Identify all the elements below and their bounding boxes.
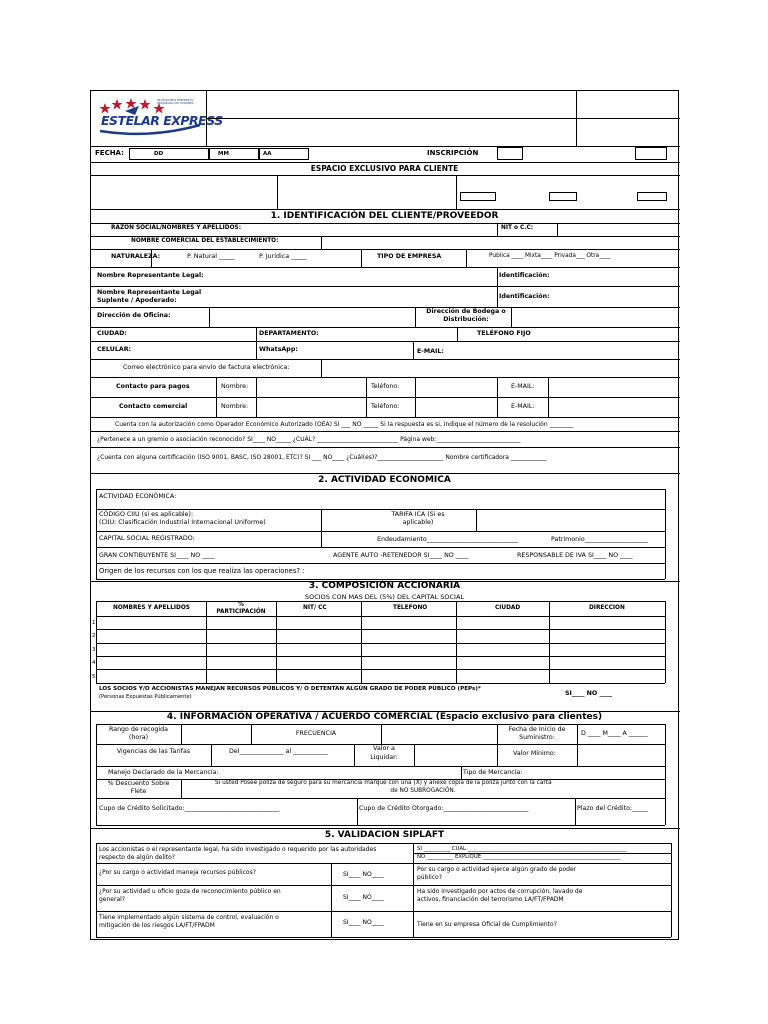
patrimonio-field[interactable]: Patrimonio____________________ xyxy=(551,536,648,543)
contacto-comercial-email-label: E-MAIL: xyxy=(511,403,535,410)
actividad-economica-label: ACTIVIDAD ECONÓMICA: xyxy=(99,493,177,500)
manejo-mercancia-label: Manejo Declarado de la Mercancía: xyxy=(108,769,219,776)
section-2-title: 2. ACTIVIDAD ECONOMICA xyxy=(318,475,451,485)
tipo-mercancia-label: Tipo de Mercancía: xyxy=(463,769,523,776)
telefono-fijo-label: TELÉFONO FIJO xyxy=(477,330,531,337)
contacto-pagos-email-label: E-MAIL: xyxy=(511,383,535,390)
socios-subtitle: SOCIOS CON MAS DEL (5%) DEL CAPITAL SOCIAL xyxy=(304,593,465,601)
company-logo xyxy=(95,95,223,143)
col-nombres: NOMBRES Y APELLIDOS xyxy=(113,605,190,611)
vigencias-del-al[interactable]: Del______________ al ___________ xyxy=(229,748,328,755)
logo-tagline: DE NOSOTROS DEPENDE EL DESARROLLO DE COLOMBIA xyxy=(157,99,194,106)
frecuencia-label: FRECUENCIA xyxy=(295,730,337,737)
razon-social-label: RAZÓN SOCIAL/NOMBRES Y APELLIDOS: xyxy=(111,225,242,231)
certificacion-question: ¿Cuenta con alguna certificación (ISO 9001, BASC, ISO 28001, ETC)? SI ___ NO____ ¿Cuál(es)?______________________ Nombre certificadora ____________ xyxy=(97,454,547,461)
inscripcion-label: INSCRIPCIÓN xyxy=(427,149,479,157)
ciiu-label-1: CÓDIGO CIIU (si es aplicable): xyxy=(99,511,194,518)
aa-label: AA xyxy=(263,151,272,157)
tipo-empresa-options[interactable]: Publica ____ Mixta____ Privada___ Otra____ xyxy=(489,253,611,259)
row-number-3: 3 xyxy=(92,647,96,653)
row-number-5: 5 xyxy=(92,674,96,680)
inscripcion-checkbox[interactable] xyxy=(497,147,523,160)
peps-question: LOS SOCIOS Y/O ACCIONISTAS MANEJAN RECURSOS PÚBLICOS Y/ O DETENTAN ALGÚN GRADO DE PODER PÚBLICO (PEPs)* xyxy=(99,686,481,692)
fecha-inicio-label-2: Suministro: xyxy=(519,734,555,741)
contacto-pagos-label: Contacto para pagos xyxy=(116,383,190,390)
q2-si-no[interactable]: SI____ NO____ xyxy=(343,871,384,878)
nombre-comercial-label: NOMBRE COMERCIAL DEL ESTABLECIMIENTO: xyxy=(131,238,279,244)
fecha-label: FECHA: xyxy=(95,149,124,157)
valor-liquidar-label-2: Liquidar: xyxy=(370,754,398,761)
ciiu-label-2: (CIIU: Clasificación Industrial Internacional Uniforme) xyxy=(99,519,266,526)
contacto-pagos-telefono-label: Teléfono: xyxy=(371,383,400,390)
q3-text-2: público? xyxy=(417,874,442,881)
departamento-label: DEPARTAMENTO: xyxy=(259,330,319,337)
q6-text-1: Tiene implementado algún sistema de control, evaluación o xyxy=(99,914,279,921)
peps-note: (Personas Expuestas Públicamente) xyxy=(99,694,192,700)
col-percent: % xyxy=(238,602,244,608)
q5-text-2: activos, financiación del terrorismo LA/FT/FPADM xyxy=(417,896,564,903)
tarifa-ica-label-1: TARIFA ICA (Si es xyxy=(391,511,445,518)
q5-text-1: Ha sido investigado por actos de corrupción, lavado de xyxy=(417,888,583,895)
agente-retenedor-field[interactable]: AGENTE AUTO -RETENEDOR SI____ NO ____ xyxy=(333,552,469,559)
p-juridica-option[interactable]: P. Jurídica _____ xyxy=(259,253,307,260)
rep-suplente-label-2: Suplente / Apoderado: xyxy=(97,297,177,304)
cliente-box-1[interactable] xyxy=(460,192,496,201)
header-right-checkbox[interactable] xyxy=(635,147,667,160)
contacto-comercial-nombre-label: Nombre: xyxy=(221,403,249,410)
q6-text-2: mitigación de los riesgos LA/FT/FPADM xyxy=(99,922,215,929)
gremio-question: ¿Pertenece a un gremio o asociación reconocido? SI____ NO_____ ¿CUÁL? ___________________________ Página web:____________________________ xyxy=(97,436,521,443)
dd-label: DD xyxy=(154,151,164,157)
descuento-flete-label-2: Flete xyxy=(130,788,147,795)
fecha-inicio-label-1: Fecha de Inicio de xyxy=(508,726,566,733)
capital-social-label: CAPITAL SOCIAL REGISTRADO: xyxy=(99,535,195,542)
section-5-title: 5. VALIDACION SIPLAFT xyxy=(324,830,445,840)
date-dd-field[interactable] xyxy=(129,148,209,160)
espacio-cliente-header: ESPACIO EXCLUSIVO PARA CLIENTE xyxy=(310,164,459,173)
descuento-flete-label-1: % Descuento Sobre xyxy=(107,780,170,787)
email-label: E-MAIL: xyxy=(417,348,444,355)
poliza-text-1: Si usted Posee póliza de seguro para su mercancía marque con una (X) y anexe copia de la póliza junto con la carta xyxy=(215,780,552,786)
registration-form xyxy=(90,90,679,940)
col-nit-cc: NIT/ CC xyxy=(303,605,327,611)
q4-si-no[interactable]: SI____ NO____ xyxy=(343,894,384,901)
fecha-inicio-dma[interactable]: D ____ M____ A ______ xyxy=(581,730,648,737)
celular-label: CELULAR: xyxy=(97,346,132,353)
origen-recursos-label: Origen de los recursos con los que realiza las operaciones? : xyxy=(99,567,305,575)
col-participacion: PARTICIPACIÓN xyxy=(216,609,266,615)
naturaleza-label: NATURALEZA: xyxy=(111,253,161,260)
row-number-1: 1 xyxy=(92,620,96,626)
oea-question: Cuenta con la autorización como Operador Económico Autorizado (OEA) SI ___ NO _____ Si la respuesta es si, indique el número de la resolución ________ xyxy=(115,421,574,428)
contacto-comercial-label: Contacto comercial xyxy=(119,403,188,410)
col-direccion: DIRECCION xyxy=(589,605,625,611)
endeudamiento-field[interactable]: Endeudamiento_____________________________ xyxy=(377,536,519,543)
cliente-box-2[interactable] xyxy=(549,192,577,201)
mm-label: MM xyxy=(218,151,229,157)
rep-legal-label: Nombre Representante Legal: xyxy=(97,272,204,279)
section-1-title: 1. IDENTIFICACIÓN DEL CLIENTE/PROVEEDOR xyxy=(270,211,499,221)
contacto-pagos-nombre-label: Nombre: xyxy=(221,383,249,390)
q1-text-2: respecto de algún delito? xyxy=(99,854,175,861)
dir-bodega-label-2: Distribución: xyxy=(443,316,489,323)
valor-minimo-label: Valor Mínimo: xyxy=(513,750,556,757)
responsable-iva-field[interactable]: RESPONSABLE DE IVA SI____ NO ____ xyxy=(517,552,633,559)
cupo-otorgado-field[interactable]: Cupo de Crédito Otorgado:___________________________ xyxy=(359,805,529,812)
q4-text-1: ¿Por su actividad u oficio goza de reconocimiento público en xyxy=(99,888,281,895)
section-4-title: 4. INFORMACIÓN OPERATIVA / ACUERDO COMERCIAL (Espacio exclusivo para clientes) xyxy=(166,712,603,722)
poliza-text-2: de NO SUBROGACIÓN. xyxy=(390,788,456,794)
q2-text: ¿Por su cargo o actividad maneja recursos públicos? xyxy=(99,869,256,876)
tipo-empresa-label: TIPO DE EMPRESA xyxy=(377,253,442,260)
date-mm-field[interactable] xyxy=(209,148,259,160)
cupo-solicitado-field[interactable]: Cupo de Crédito Solicitado:______________________________ xyxy=(99,805,280,812)
q3-text-1: Por su cargo o actividad ejerce algún grado de poder xyxy=(417,866,577,873)
dir-oficina-label: Dirección de Oficina: xyxy=(97,312,171,319)
dir-bodega-label-1: Dirección de Bodega o xyxy=(426,308,506,315)
plazo-credito-field[interactable]: Plazo del Crédito:_____ xyxy=(577,805,648,812)
correo-factura-label: Correo electrónico para envío de factura electrónica: xyxy=(123,364,290,371)
row-number-4: 4 xyxy=(92,660,96,666)
q6-si-no[interactable]: SI____ NO____ xyxy=(343,919,384,926)
rep-suplente-label-1: Nombre Representante Legal xyxy=(97,289,202,296)
col-telefono: TELEFONO xyxy=(393,605,428,611)
q1-text-1: Los accionistas o el representante legal, ha sido investigado o requerido por las autoridades xyxy=(99,846,377,853)
ciudad-label: CIUDAD: xyxy=(97,330,127,337)
q1-no-explique[interactable]: NO __________ EXPLIQUE ____________________________________________________ xyxy=(417,854,621,860)
tarifa-ica-label-2: aplicable) xyxy=(402,519,434,526)
logo-text: ESTELAR EXPRESS xyxy=(101,113,223,128)
p-natural-option[interactable]: P. Natural _____ xyxy=(187,253,235,260)
q7-text: Tiene en su empresa Oficial de Cumplimiento? xyxy=(417,921,557,928)
nit-label: NIT o C.C: xyxy=(501,225,534,231)
cliente-box-3[interactable] xyxy=(637,192,667,201)
vigencias-label: Vigencias de las Tarifas xyxy=(116,748,191,755)
rango-recogida-label-2: (hora) xyxy=(128,734,149,741)
peps-si-no[interactable]: SI____ NO ____ xyxy=(565,690,613,697)
section-3-title: 3. COMPOSICIÓN ACCIONARIA xyxy=(308,581,461,591)
whatsapp-label: WhatsApp: xyxy=(259,346,298,353)
rango-recogida-label-1: Rango de recogida xyxy=(108,726,169,733)
identificacion-2-label: Identificación: xyxy=(499,293,550,300)
q1-si-cual[interactable]: SI __________ CUAL ____________________________________________________________ xyxy=(417,846,627,852)
row-number-2: 2 xyxy=(92,633,96,639)
identificacion-label: Identificación: xyxy=(499,272,550,279)
q4-text-2: general? xyxy=(99,896,125,903)
contacto-comercial-telefono-label: Teléfono: xyxy=(371,403,400,410)
gran-contribuyente-field[interactable]: GRAN CONTIBUYENTE SI____ NO ____ xyxy=(99,552,215,559)
col-ciudad: CIUDAD xyxy=(495,605,521,611)
valor-liquidar-label-1: Valor a xyxy=(373,745,395,752)
